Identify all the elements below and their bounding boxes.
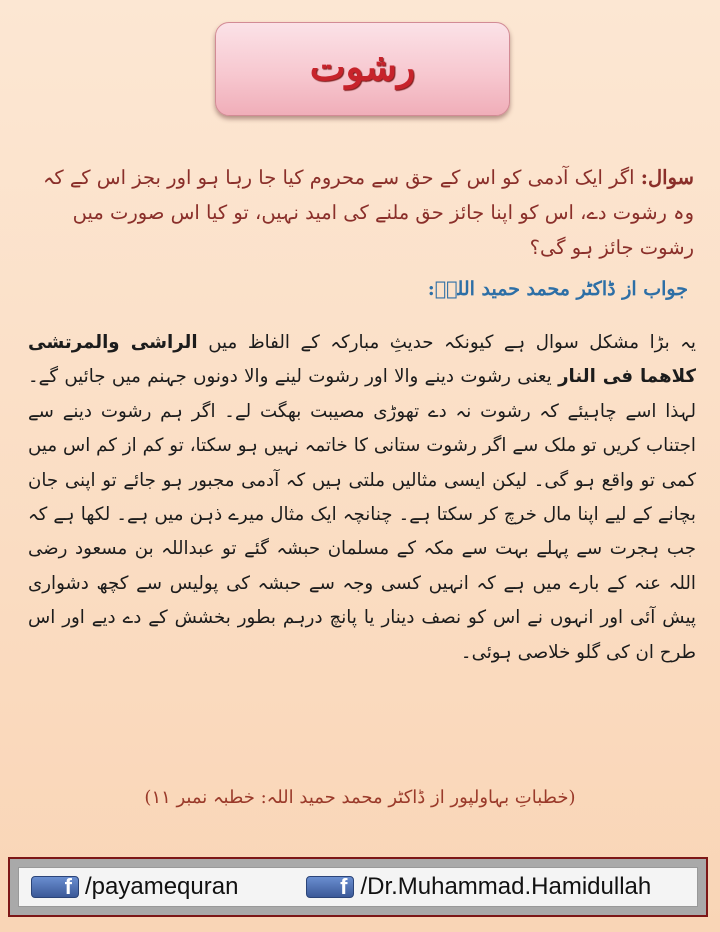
facebook-link-payamequran[interactable] (31, 873, 238, 901)
title-banner (215, 22, 510, 116)
facebook-link-hamidullah[interactable] (306, 873, 651, 901)
answer-intro: یہ بڑا مشکل سوال ہے کیونکہ حدیثِ مبارکہ کے الفاظ میں (208, 332, 696, 353)
hadith-text: الراشی والمرتشی کلاھما فی النار (28, 332, 696, 388)
question-text: اگر ایک آدمی کو اس کے حق سے محروم کیا جا رہا ہو اور بجز اس کے کہ وہ رشوت دے، اس کو اپنا جائز حق ملنے کی امید نہیں، تو کیا اس صورت میں رشوت جائز ہو گی؟ (42, 166, 694, 259)
answer-block (28, 326, 696, 670)
answer-heading: جواب از ڈاکٹر محمد حمید اللہؒ: (427, 278, 688, 300)
question-block (22, 160, 694, 265)
footer-bar (8, 857, 708, 917)
facebook-link-label[interactable]: /payamequran (85, 873, 239, 900)
page-title: رشوت (309, 43, 416, 89)
footer-inner (18, 867, 698, 907)
reference-citation: (خطباتِ بہاولپور از ڈاکٹر محمد حمید اللہ: خطبہ نمبر ۱۱) (144, 787, 576, 808)
facebook-link-label[interactable]: /Dr.Muhammad.Hamidullah (360, 873, 652, 900)
answer-body: یعنی رشوت دینے والا اور رشوت لینے والا دونوں جہنم میں جائیں گے۔ لہذا اسے چاہیئے کہ رشوت نہ دے تھوڑی مصیبت بھگت لے۔ اگر ہم رشوت دینے سے اجتناب کریں تو ملک سے اگر رشوت ستانی کا خاتمہ نہیں ہو سکتا، تو کم از کم اس میں کمی تو واقع ہو گی۔ لیکن ایسی مثالیں ملتی ہیں کہ آدمی مجبور ہو جائے تو اپنی جان بچانے کے لیے اپنا مال خرچ کر سکتا ہے۔ چنانچہ ایک مثال میرے ذہن میں ہے۔ لکھا ہے کہ جب ہجرت سے پہلے بہت سے مکہ کے مسلمان حبشہ گئے تو عبداللہ بن مسعود رضی اللہ عنہ کے بارے میں ہے کہ انہیں کسی وجہ سے حبشہ کی پولیس سے کچھ دشواری پیش آئی اور انہوں نے اس کو نصف دینار یا پانچ درہم بطور بخشش کے دے دیے اور اس طرح ان کی گلو خلاصی ہوئی۔ (28, 366, 696, 663)
facebook-icon: f (31, 876, 79, 898)
facebook-icon: f (306, 876, 354, 898)
question-label: سوال: (640, 166, 694, 189)
